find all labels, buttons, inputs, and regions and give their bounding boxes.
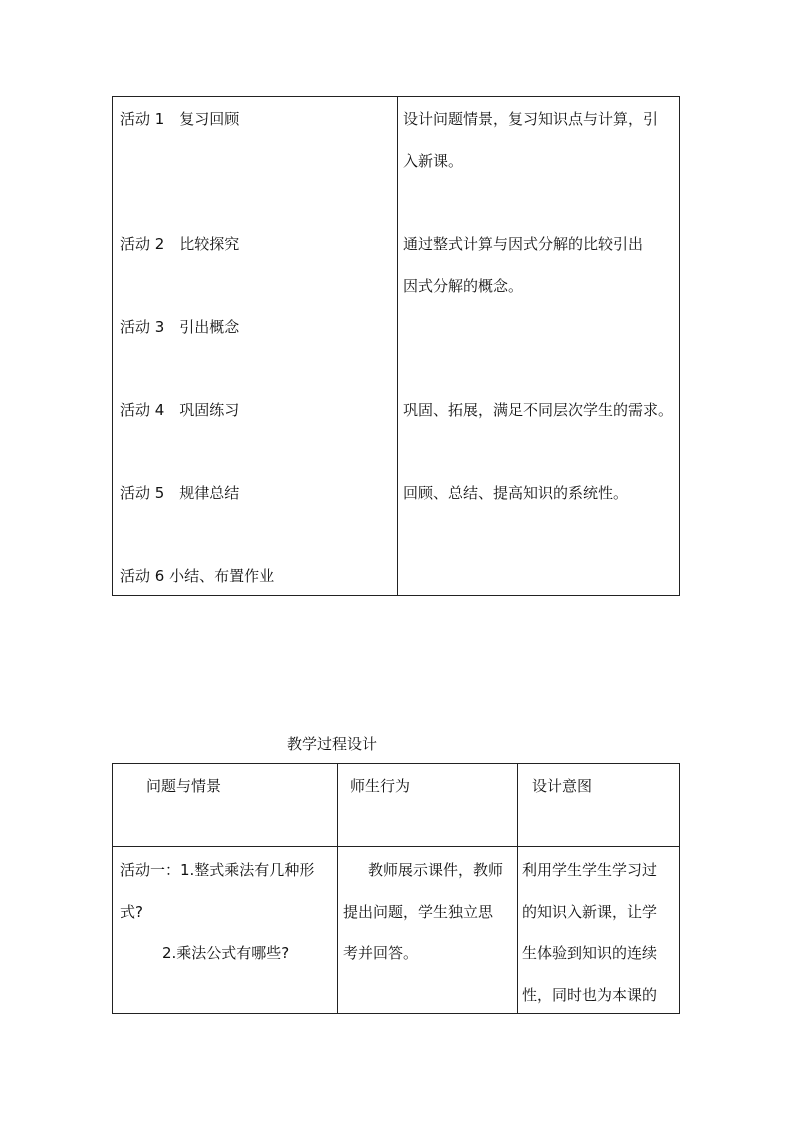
question-line-1: 活动一：1.整式乘法有几种形 [120, 861, 315, 879]
column-divider-2 [517, 764, 518, 1013]
intent-line-5: 巩固、拓展，满足不同层次学生的需求。 [403, 401, 674, 419]
header-intent: 设计意图 [532, 777, 593, 795]
activity-table [112, 96, 680, 596]
process-table [112, 763, 680, 1014]
column-divider-1 [337, 764, 338, 1013]
activity-3: 活动 3 引出概念 [120, 318, 240, 336]
activity-4: 活动 4 巩固练习 [120, 401, 240, 419]
activity-6: 活动 6 小结、布置作业 [120, 567, 275, 585]
design-intent-line-4: 性，同时也为本课的 [522, 986, 658, 1004]
activity-2: 活动 2 比较探究 [120, 235, 240, 253]
header-behavior: 师生行为 [350, 777, 411, 795]
question-line-3: 2.乘法公式有哪些? [162, 944, 290, 962]
design-intent-line-1: 利用学生学生学习过 [522, 861, 658, 879]
column-divider [397, 97, 398, 595]
intent-line-6: 回顾、总结、提高知识的系统性。 [403, 484, 629, 502]
intent-line-1: 设计问题情景，复习知识点与计算，引 [403, 110, 659, 128]
activity-1: 活动 1 复习回顾 [120, 110, 240, 128]
section-heading: 教学过程设计 [287, 735, 378, 753]
intent-line-3: 通过整式计算与因式分解的比较引出 [403, 235, 644, 253]
design-intent-line-3: 生体验到知识的连续 [522, 944, 658, 962]
behavior-line-1: 教师展示课件，教师 [368, 861, 504, 879]
header-row-divider [113, 846, 679, 847]
behavior-line-2: 提出问题，学生独立思 [343, 903, 494, 921]
intent-line-4: 因式分解的概念。 [403, 277, 524, 295]
intent-line-2: 入新课。 [403, 152, 464, 170]
question-line-2: 式? [120, 903, 143, 921]
behavior-line-3: 考并回答。 [343, 944, 419, 962]
activity-5: 活动 5 规律总结 [120, 484, 240, 502]
header-question: 问题与情景 [146, 777, 222, 795]
design-intent-line-2: 的知识入新课，让学 [522, 903, 658, 921]
